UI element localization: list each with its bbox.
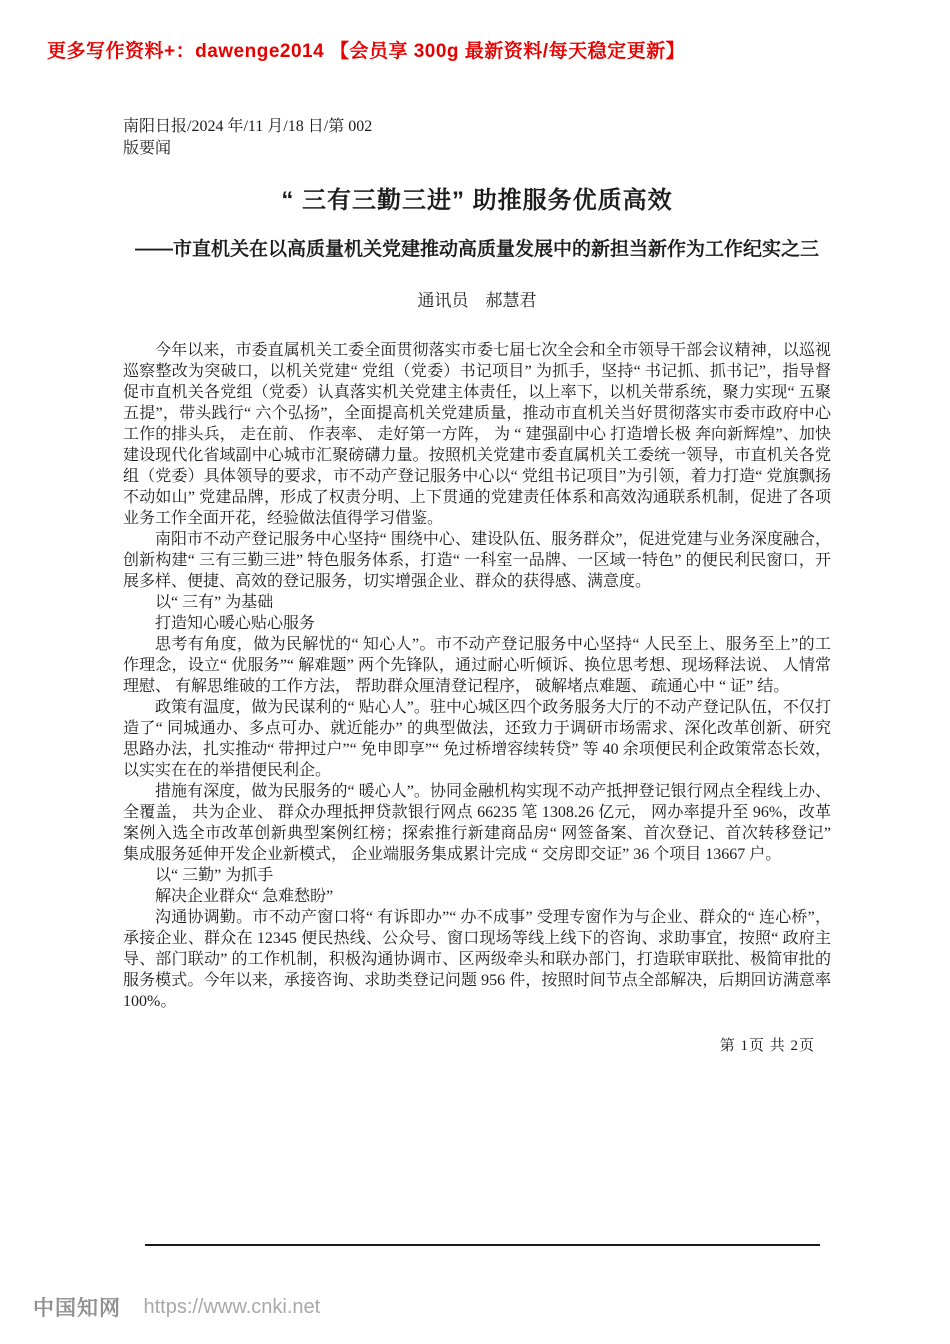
body-paragraph: 解决企业群众“ 急难愁盼” [155, 888, 334, 905]
article-content [123, 116, 831, 1055]
body-paragraph: 打造知心暖心贴心服务 [155, 615, 316, 632]
cnki-url-text: https://www.cnki.net [143, 1295, 321, 1318]
footer-divider-line [145, 1244, 820, 1246]
source-line-2: 版要闻 [123, 140, 172, 157]
cnki-logo-text: 中国知网 [33, 1297, 121, 1320]
article-subtitle: ——市直机关在以高质量机关党建推动高质量发展中的新担当新作为工作纪实之三 [134, 239, 819, 260]
body-paragraph: 政策有温度，做为民谋利的“ 贴心人”。驻中心城区四个政务服务大厅的不动产登记队伍，不仅打造了“ 同城通办、多点可办、就近能办” 的典型做法，还致力于调研市场需求、深化改革创新、研究思路办法，扎实推动“ 带押过户”“ 免申即享”“ 免过桥增容续转贷” 等 40 余项便民利企政策常态长效，以实实在在的举措便民利企。 [123, 699, 831, 779]
body-paragraph: 思考有角度，做为民解忧的“ 知心人”。市不动产登记服务中心坚持“ 人民至上、服务至上”的工作理念，设立“ 优服务”“ 解难题” 两个先锋队，通过耐心听倾诉、换位思考想、现场释法说、 人情常理慰、 有解思维破的工作方法， 帮助群众厘清登记程序， 破解堵点难题、 疏通心中 “ 证” 结。 [123, 636, 831, 695]
source-block [123, 116, 831, 160]
body-paragraph: 措施有深度，做为民服务的“ 暖心人”。协同金融机构实现不动产抵押登记银行网点全程线上办、 全覆盖， 共为企业、 群众办理抵押贷款银行网点 66235 笔 1308.26 亿元， 网办率提升至 96%，改革案例入选全市改革创新典型案例红榜；探索推行新建商品房“ 网签备案、首次登记、首次转移登记” 集成服务延伸开发企业新模式， 企业端服务集成累计完成 “ 交房即交证” 36 个项目 13667 户。 [123, 783, 831, 863]
cnki-watermark [33, 1292, 320, 1322]
page-indicator: 第 1页 共 2页 [719, 1038, 815, 1054]
article-body [123, 340, 831, 1012]
promo-banner: 更多写作资料+：dawenge2014 【会员享 300g 最新资料/每天稳定更新】 [47, 41, 686, 62]
article-byline: 通讯员 郝慧君 [417, 291, 537, 310]
body-paragraph: 以“ 三勤” 为抓手 [155, 867, 274, 884]
article-title: “ 三有三勤三进” 助推服务优质高效 [281, 187, 673, 214]
body-paragraph: 沟通协调勤。市不动产窗口将“ 有诉即办”“ 办不成事” 受理专窗作为与企业、群众的“ 连心桥”，承接企业、群众在 12345 便民热线、公众号、窗口现场等线上线下的咨询、求助事宜，按照“ 政府主导、部门联动” 的工作机制，积极沟通协调市、区两级牵头和联办部门，打造联审联批、极简审批的服务模式。今年以来，承接咨询、求助类登记问题 956 件，按照时间节点全部解决，后期回访满意率 100%。 [123, 909, 831, 1010]
body-paragraph: 今年以来，市委直属机关工委全面贯彻落实市委七届七次全会和全市领导干部会议精神，以巡视巡察整改为突破口，以机关党建“ 党组（党委）书记项目” 为抓手，坚持“ 书记抓、抓书记”，指导督促市直机关各党组（党委）认真落实机关党建主体责任，以上率下，以机关带系统，聚力实现“ 五聚五提”，带头践行“ 六个弘扬”，全面提高机关党建质量，推动市直机关当好贯彻落实市委市政府中心工作的排头兵， 走在前、 作表率、 走好第一方阵， 为 “ 建强副中心 打造增长极 奔向新辉煌”、加快建设现代化省域副中心城市汇聚磅礴力量。按照机关党建市委直属机关工委统一领导，市直机关各党组（党委）具体领导的要求，市不动产登记服务中心以“ 党组书记项目”为引领，着力打造“ 党旗飘扬不动如山” 党建品牌，形成了权责分明、上下贯通的党建责任体系和高效沟通联系机制，促进了各项业务工作全面开花，经验做法值得学习借鉴。 [123, 342, 831, 527]
body-paragraph: 南阳市不动产登记服务中心坚持“ 围绕中心、建设队伍、服务群众”，促进党建与业务深度融合，创新构建“ 三有三勤三进” 特色服务体系，打造“ 一科室一品牌、一区域一特色” 的便民利民窗口，开展多样、便捷、高效的登记服务，切实增强企业、群众的获得感、满意度。 [123, 531, 831, 590]
source-line-1: 南阳日报/2024 年/11 月/18 日/第 002 [123, 118, 373, 135]
body-paragraph: 以“ 三有” 为基础 [155, 594, 274, 611]
